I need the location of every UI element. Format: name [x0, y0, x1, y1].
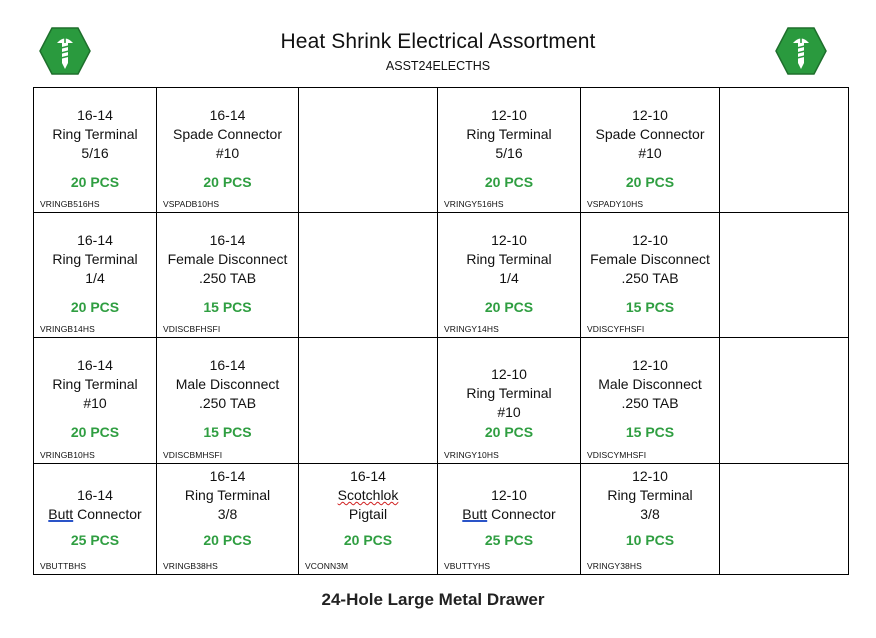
- description-line: 16-14: [209, 232, 246, 248]
- description-line: Ring Terminal: [52, 376, 138, 392]
- sku-code: VRINGB38HS: [163, 561, 218, 571]
- description-line: Ring Terminal: [466, 251, 552, 267]
- sku-code: VDISCYFHSFI: [587, 324, 645, 334]
- drawer-compartment: [157, 464, 299, 575]
- page-title: Heat Shrink Electrical Assortment: [280, 30, 596, 53]
- description-line: Ring Terminal: [52, 251, 138, 267]
- part-description: [438, 365, 580, 422]
- quantity-label: 20 PCS: [70, 299, 120, 315]
- assortment-code: ASST24ELECTHS: [385, 59, 491, 73]
- quantity-label: 20 PCS: [70, 424, 120, 440]
- description-line: #10: [497, 404, 521, 420]
- description-line: 3/8: [640, 506, 660, 522]
- description-line: 12-10: [491, 366, 527, 382]
- description-line: 12-10: [491, 107, 527, 123]
- description-line: .250 TAB: [621, 395, 679, 411]
- description-line: 5/16: [495, 145, 523, 161]
- description-line: 12-10: [491, 232, 527, 248]
- empty-compartment: [720, 88, 849, 213]
- part-description: [438, 231, 580, 288]
- quantity-label: 15 PCS: [625, 424, 675, 440]
- description-line: 16-14: [77, 357, 113, 373]
- part-description: [34, 231, 156, 288]
- quantity-label: 20 PCS: [203, 174, 252, 190]
- description-line: 12-10: [632, 107, 668, 123]
- quantity-label: 20 PCS: [484, 174, 534, 190]
- part-description: [157, 467, 298, 524]
- description-line: 5/16: [81, 145, 109, 161]
- description-line: .250 TAB: [621, 270, 679, 286]
- sku-code: VRINGY14HS: [444, 324, 499, 334]
- description-line: Spade Connector: [173, 126, 282, 142]
- sku-code: VBUTTYHS: [444, 561, 491, 571]
- description-line: 16-14: [209, 468, 246, 484]
- quantity-label: 20 PCS: [625, 174, 675, 190]
- part-description: [34, 356, 156, 413]
- sku-code: VDISCBFHSFI: [163, 324, 221, 334]
- empty-compartment: [720, 464, 849, 575]
- drawer-compartment: [157, 213, 299, 338]
- sku-code: VRINGB14HS: [40, 324, 95, 334]
- drawer-compartment: [581, 213, 720, 338]
- quantity-label: 20 PCS: [484, 424, 534, 440]
- description-line: .250 TAB: [198, 395, 257, 411]
- part-description: [581, 231, 719, 288]
- sku-code: VBUTTBHS: [40, 561, 87, 571]
- description-line: 3/8: [217, 506, 238, 522]
- sku-code: VDISCYMHSFI: [587, 450, 647, 460]
- quantity-label: 20 PCS: [203, 532, 252, 548]
- description-line: Male Disconnect: [598, 376, 702, 392]
- description-line: Female Disconnect: [590, 251, 710, 267]
- description-line: 16-14: [209, 357, 246, 373]
- quantity-label: 25 PCS: [484, 532, 534, 548]
- sku-code: VRINGY38HS: [587, 561, 642, 571]
- description-line: #10: [215, 145, 240, 161]
- description-line: Ring Terminal: [466, 126, 552, 142]
- description-line: 1/4: [499, 270, 519, 286]
- description-line: 16-14: [77, 487, 113, 503]
- drawer-compartment: [581, 338, 720, 464]
- empty-compartment: [299, 213, 438, 338]
- description-line: 12-10: [632, 468, 668, 484]
- description-line: Butt Connector: [48, 506, 142, 522]
- drawer-compartment: [157, 88, 299, 213]
- sku-code: VCONN3M: [305, 561, 349, 571]
- quantity-label: 25 PCS: [70, 532, 120, 548]
- part-description: [299, 467, 437, 524]
- empty-compartment: [299, 338, 438, 464]
- quantity-label: 15 PCS: [203, 424, 252, 440]
- description-line: Female Disconnect: [167, 251, 288, 267]
- description-line: Butt Connector: [462, 506, 556, 522]
- description-line: #10: [638, 145, 662, 161]
- sku-code: VRINGY516HS: [444, 199, 504, 209]
- drawer-compartment: [157, 338, 299, 464]
- drawer-grid: [33, 87, 849, 575]
- part-description: [157, 231, 298, 288]
- grid-row: [34, 464, 849, 575]
- part-description: [581, 356, 719, 413]
- sku-code: VDISCBMHSFI: [163, 450, 223, 460]
- empty-compartment: [720, 338, 849, 464]
- description-line: 12-10: [491, 487, 527, 503]
- sku-code: VRINGB10HS: [40, 450, 95, 460]
- quantity-label: 15 PCS: [203, 299, 252, 315]
- part-description: [157, 106, 298, 163]
- quantity-label: 20 PCS: [343, 532, 393, 548]
- description-line: Ring Terminal: [607, 487, 693, 503]
- description-line: Pigtail: [348, 506, 388, 522]
- description-line: Ring Terminal: [184, 487, 271, 503]
- description-line: 12-10: [632, 232, 668, 248]
- description-line: 16-14: [77, 107, 113, 123]
- drawer-compartment: [438, 464, 581, 575]
- drawer-compartment: [34, 464, 157, 575]
- description-line: 12-10: [632, 357, 668, 373]
- empty-compartment: [720, 213, 849, 338]
- empty-compartment: [299, 88, 438, 213]
- description-line: Ring Terminal: [52, 126, 138, 142]
- sku-code: VRINGB516HS: [40, 199, 100, 209]
- drawer-compartment: [438, 213, 581, 338]
- part-description: [34, 106, 156, 163]
- part-description: [34, 486, 156, 524]
- drawer-compartment: [581, 88, 720, 213]
- sku-code: VRINGY10HS: [444, 450, 499, 460]
- part-description: [438, 486, 580, 524]
- description-line: 16-14: [77, 232, 113, 248]
- drawer-caption: 24-Hole Large Metal Drawer: [321, 590, 545, 609]
- description-line: 1/4: [85, 270, 105, 286]
- description-line: 16-14: [209, 107, 246, 123]
- description-line: .250 TAB: [198, 270, 257, 286]
- grid-row: [34, 338, 849, 464]
- description-line: Spade Connector: [595, 126, 705, 142]
- description-line: Scotchlok: [337, 487, 399, 503]
- drawer-compartment: [299, 464, 438, 575]
- description-line: #10: [83, 395, 107, 411]
- drawer-compartment: [438, 88, 581, 213]
- drawer-compartment: [34, 88, 157, 213]
- drawer-compartment: [438, 338, 581, 464]
- quantity-label: 20 PCS: [484, 299, 534, 315]
- part-description: [581, 106, 719, 163]
- description-line: 16-14: [350, 468, 386, 484]
- grid-row: [34, 213, 849, 338]
- quantity-label: 20 PCS: [70, 174, 120, 190]
- description-line: Male Disconnect: [175, 376, 280, 392]
- drawer-compartment: [34, 213, 157, 338]
- quantity-label: 10 PCS: [625, 532, 675, 548]
- sku-code: VSPADY10HS: [587, 199, 644, 209]
- drawer-compartment: [581, 464, 720, 575]
- description-line: Ring Terminal: [466, 385, 552, 401]
- part-description: [581, 467, 719, 524]
- part-description: [438, 106, 580, 163]
- part-description: [157, 356, 298, 413]
- grid-row: [34, 88, 849, 213]
- sku-code: VSPADB10HS: [163, 199, 220, 209]
- drawer-compartment: [34, 338, 157, 464]
- quantity-label: 15 PCS: [625, 299, 675, 315]
